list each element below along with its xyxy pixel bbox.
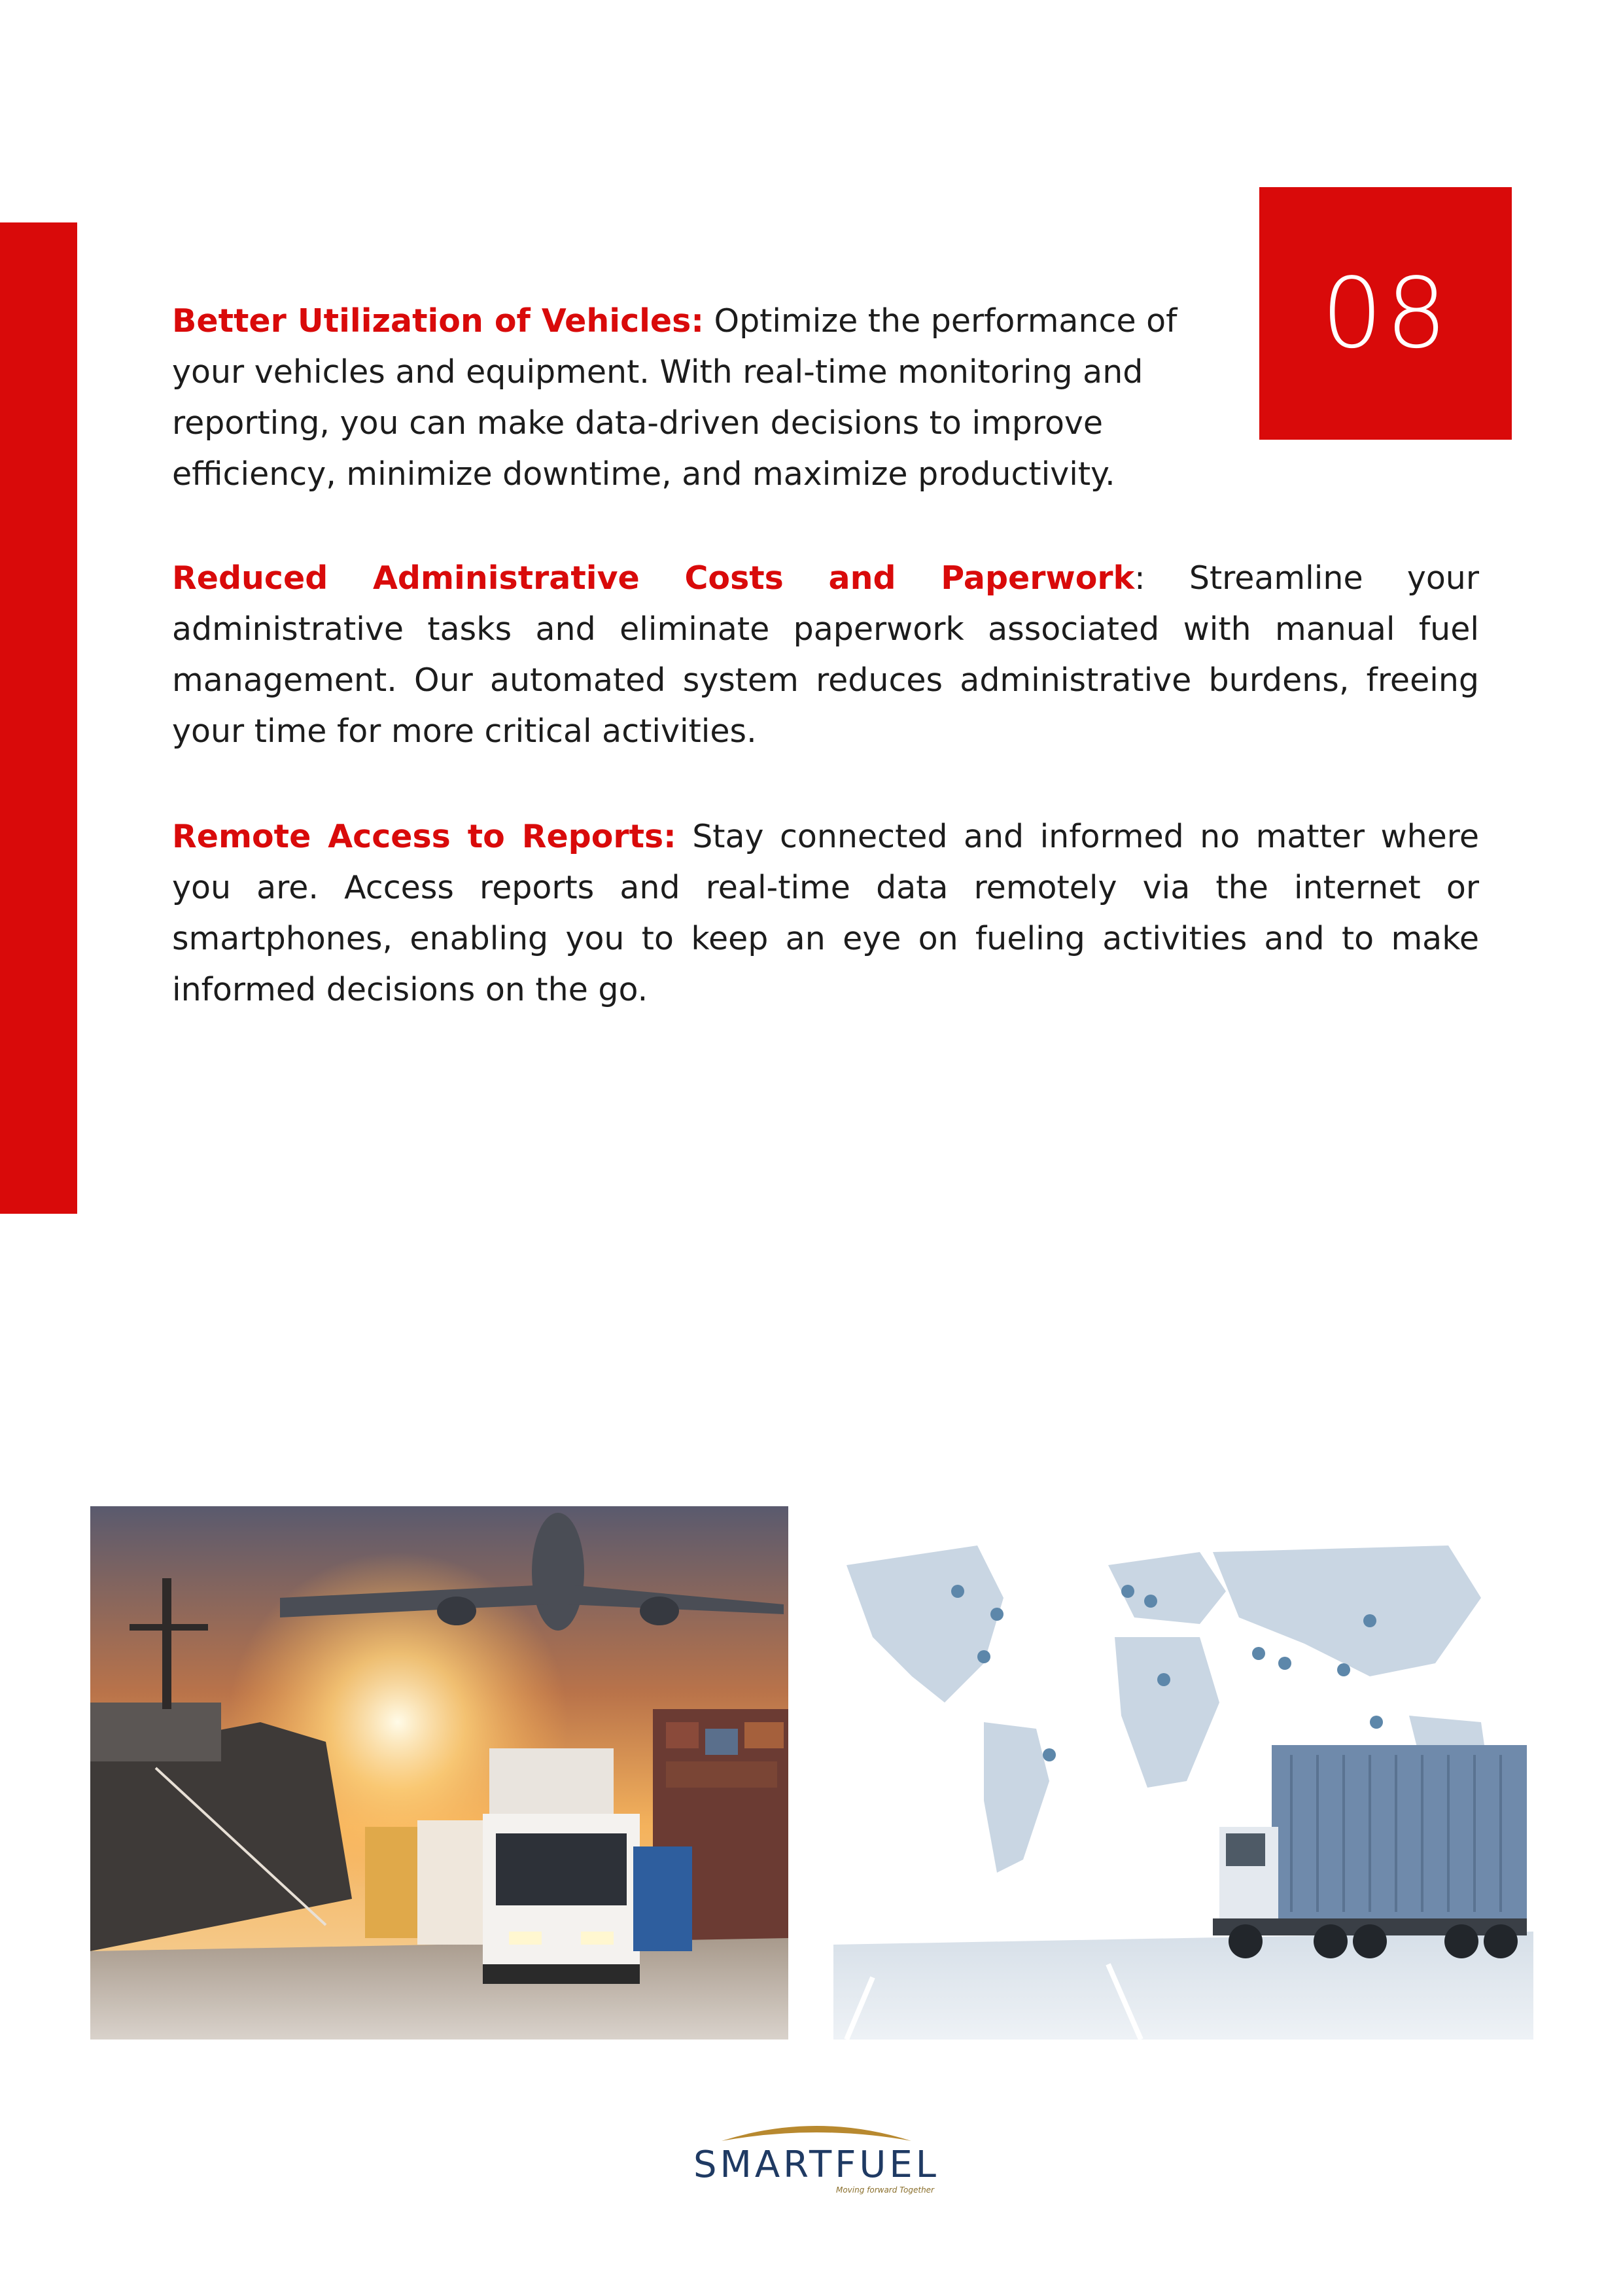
- section-heading: Reduced Administrative Costs and Paperwork: [172, 559, 1135, 597]
- section-body: Stay connected and informed no matter where you are. Access reports and real-time data remotely via the internet or smartphones, enabling you to keep an eye on fueling activities and to make informed decisions on the go.: [172, 818, 1479, 1008]
- page-number: 08: [1321, 257, 1450, 370]
- world-map-truck-photo: [833, 1506, 1533, 2040]
- side-accent-bar: [0, 222, 77, 1214]
- section-vehicle-utilization: [172, 296, 1232, 500]
- section-remote-access: [172, 811, 1479, 1016]
- section-heading: Remote Access to Reports:: [172, 818, 676, 855]
- section-administrative-costs: [172, 553, 1479, 757]
- section-body: Optimize the performance of your vehicles and equipment. With real-time monitoring and reporting, you can make data-driven decisions to improve efficiency, minimize downtime, and maximize productivity.: [172, 302, 1178, 493]
- page-number-box: [1259, 187, 1512, 440]
- logo-name: SMARTFUEL: [693, 2144, 939, 2186]
- logo-arc-icon: [718, 2117, 915, 2144]
- section-body: : Streamline your administrative tasks and eliminate paperwork associated with manual fuel management. Our automated system reduces administrative burdens, freeing your time for more critical activities.: [172, 559, 1480, 750]
- logistics-photo: [90, 1506, 788, 2040]
- section-heading: Better Utilization of Vehicles:: [172, 302, 704, 340]
- logo-tagline: Moving forward Together: [835, 2185, 934, 2195]
- smartfuel-logo: [692, 2117, 941, 2193]
